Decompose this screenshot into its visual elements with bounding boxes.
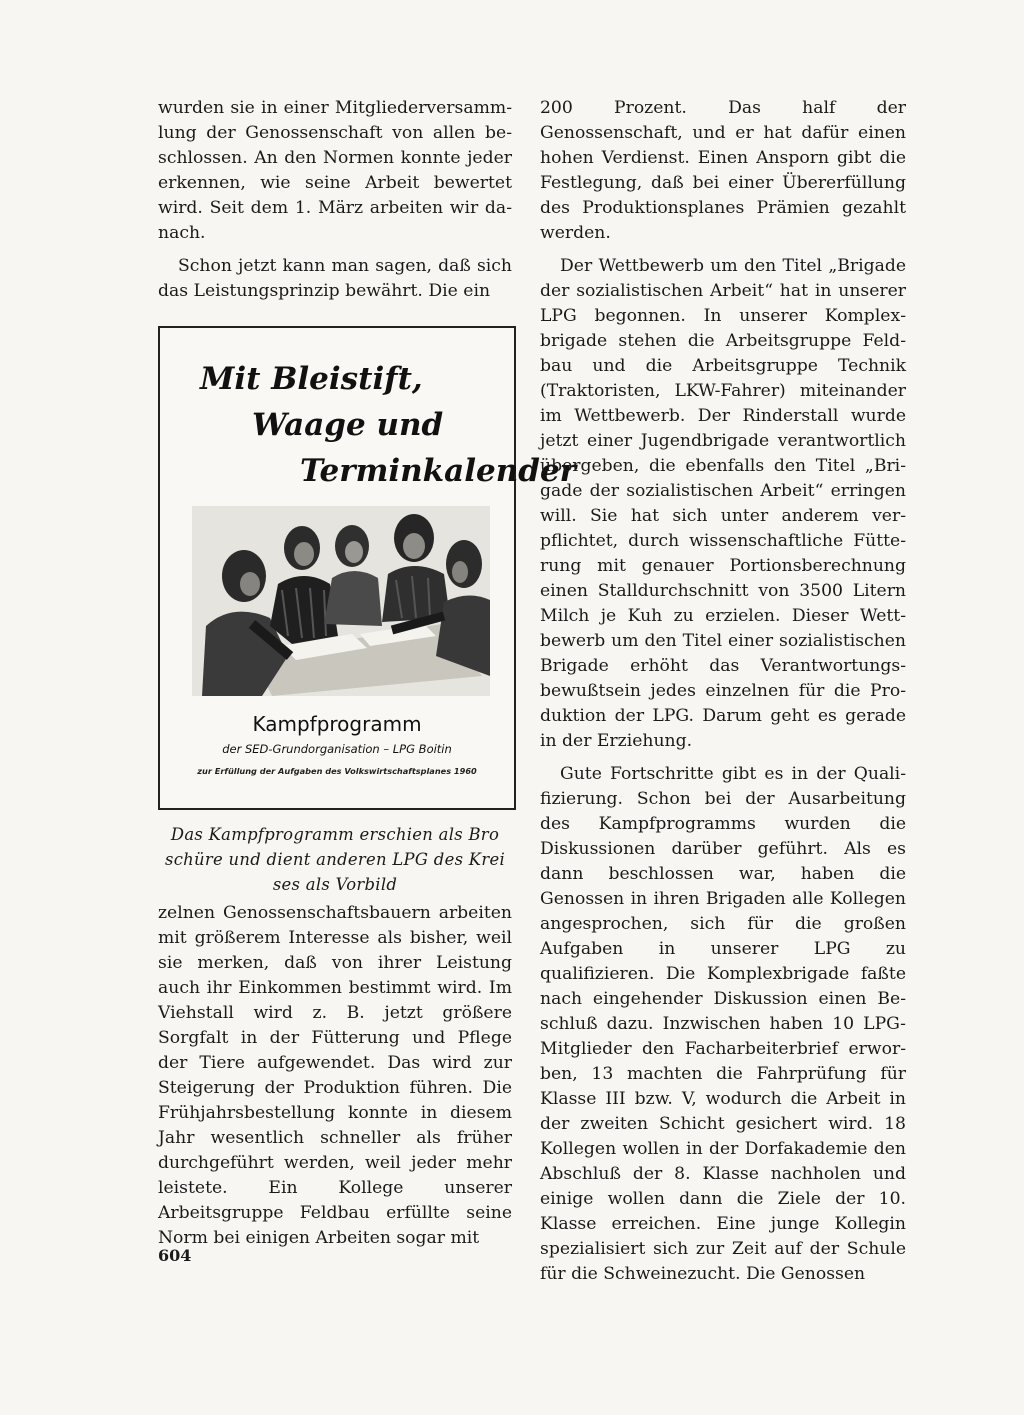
right-paragraph-1: 200 Prozent. Das half der Genossenschaft, und er hat dafür einen hohen Verdienst. Einen Ansporn gibt die Festlegung, daß bei einer Übererfüllung des Produktionsplanes Prämien gezahlt werden. [540, 98, 906, 243]
brochure-title-line: Mit Bleistift, [200, 361, 423, 397]
left-paragraph-3: zelnen Genossenschaftsbauern arbeiten mit größerem Interesse als bisher, weil sie merken, daß von ihrer Leistung auch ihr Einkommen bestimmt wird. Im Viehstall wird z. B. jetzt größere Sorgfalt in der Fütterung und Pflege der Tiere aufgewendet. Das wird zur Steigerung der Produktion führen. Die Frühjahrsbestellung konnte in diesem Jahr wesentlich schneller als früher durchgeführt werden, weil jeder mehr leistete. Ein Kollege unserer Arbeitsgruppe Feldbau erfüllte seine Norm bei einigen Arbeiten sogar mit [158, 903, 512, 1248]
brochure-title-line: Terminkalender [300, 453, 577, 489]
right-paragraph-2: Der Wettbewerb um den Titel „Brigade der sozialistischen Arbeit“ hat in unserer LPG begonnen. In unserer Komplexbrigade stehen die Arbeitsgruppe Feldbau und die Arbeitsgruppe Technik (Traktoristen, LKW-Fahrer) miteinander im Wettbewerb. Der Rinderstall wurde jetzt einer Jugendbrigade verantwortlich übergeben, die ebenfalls den Titel „Brigade der sozialistischen Arbeit“ erringen will. Sie hat sich unter anderem verpflichtet, durch wissenschaftliche Fütterung mit genauer Portionsberechnung einen Stalldurchschnitt von 3500 Litern Milch je Kuh zu erzielen. Dieser Wettbewerb um den Titel einer sozialistischen Brigade erhöht das Verantwortungsbewußtsein jedes einzelnen für die Produktion der LPG. Darum geht es gerade in der Erziehung. [540, 256, 906, 751]
page-number: 604 [158, 1246, 192, 1265]
figure-caption [158, 822, 512, 897]
left-paragraph-2: Schon jetzt kann man sagen, daß sich das Leistungsprinzip bewährt. Die ein [158, 256, 512, 301]
left-paragraph-1: wurden sie in einer Mitgliederversammlung der Genossenschaft von allen beschlossen. An den Normen konnte jeder erkennen, wie seine Arbeit bewertet wird. Seit dem 1. März arbeiten wir danach. [158, 98, 512, 243]
brochure-small-line: zur Erfüllung der Aufgaben des Volkswirtschaftsplanes 1960 [197, 766, 477, 776]
caption-line: schüre und dient anderen LPG des Krei [164, 850, 506, 869]
brochure-title-line: Waage und [252, 407, 444, 443]
right-paragraph-3: Gute Fortschritte gibt es in der Qualifizierung. Schon bei der Ausarbeitung des Kampfprogramms wurden die Diskussionen darüber geführt. Als es dann beschlossen war, haben die Genossen in ihren Brigaden alle Kollegen angesprochen, sich für die großen Aufgaben in unserer LPG zu qualifizieren. Die Komplexbrigade faßte nach eingehender Diskussion einen Beschluß dazu. Inzwischen haben 10 LPG-Mitglieder den Facharbeiterbrief erworben, 13 machten die Fahrprüfung für Klasse III bzw. V, wodurch die Arbeit in der zweiten Schicht gesichert wird. 18 Kollegen wollen in der Dorfakademie den Abschluß der 8. Klasse nachholen und einige wollen dann die Ziele der 10. Klasse erreichen. Eine junge Kollegin spezialisiert sich zur Zeit auf der Schule für die Schweinezucht. Die Genossen [540, 764, 906, 1284]
brochure-figure [158, 326, 577, 810]
caption-line: Das Kampfprogramm erschien als Bro [170, 825, 500, 844]
brochure-organization: der SED-Grundorganisation – LPG Boitin [222, 742, 452, 756]
meeting-illustration [192, 506, 490, 696]
brochure-title [200, 356, 576, 494]
left-column [158, 96, 577, 1251]
meeting-illustration-drawing [192, 506, 490, 696]
brochure-subtitle: Kampfprogramm [252, 712, 422, 736]
caption-line: ses als Vorbild [272, 875, 398, 894]
right-column [540, 96, 906, 1287]
